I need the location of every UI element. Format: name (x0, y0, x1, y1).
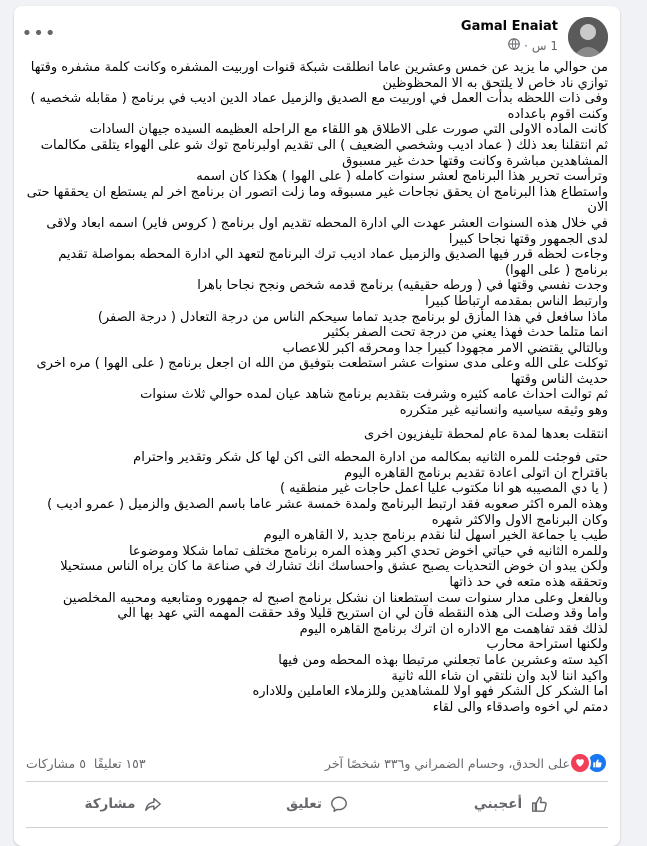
share-icon (144, 795, 162, 813)
post-paragraph: واستطاع هذا البرنامج ان يحقق نجاحات غير مسبوقه وما زلت اتصور ان برنامج اخر لم يستطع ان يحققها حتى الان (26, 184, 608, 216)
post-paragraph: طيب يا جماعة الخير اسهل لنا نقدم برنامج جديد ,لا القاهره اليوم (263, 528, 608, 544)
post-paragraph: واما وقد وصلت الى هذه النقطه فآن لي ان استريح قليلا وقد حققت المهمه التي عهد بها الي (117, 606, 608, 622)
post-paragraph: من حوالي ما يزيد عن خمس وعشرين عاما انطلقت شبكة قنوات اوربيت المشفره وكانت كلمة مشفره وقتها توازي ناد خاص لا يلتحق به الا المحظوظين (30, 60, 608, 91)
post-paragraph: وبالتالي يقتضي الامر مجهودا كبيرا جدا ومحرقه اكبر للاعصاب (282, 340, 608, 356)
like-button[interactable] (414, 784, 608, 824)
post-paragraph: في خلال هذه السنوات العشر عهدت الي ادارة المحطه تقديم اول برنامج ( كروس فاير) اسمه ابعاد ولاقى لدى الجمهور وقتها نجاحا كبيرا (46, 215, 608, 247)
comment-button[interactable] (220, 784, 414, 824)
post-paragraph: وترأست تحرير هذا البرنامج لعشر سنوات كامله ( على الهوا ) هكذا كان اسمه (196, 169, 608, 185)
post-paragraph: وهذه المره اكثر صعوبه فقد ارتبط البرنامج ولمدة خمسة عشر عاما باسم الصديق والزميل ( عمرو اديب ) وكان البرنامج الاول والاكثر شهره (47, 497, 608, 528)
reaction-icons (574, 752, 608, 774)
post-paragraph: وبالفعل وعلى مدار سنوات ست استطعنا ان نشكل برنامج اصبح له جمهوره ومتابعيه ومحبيه المخلصين (62, 590, 608, 606)
actions-divider (26, 827, 608, 828)
share-button[interactable] (26, 784, 220, 824)
post-paragraph: كانت الماده الاولى التي صورت على الاطلاق هو اللقاء مع الراحله العظيمه السيده جيهان السادات (89, 122, 608, 138)
comments-count[interactable]: ١٥٣ تعليقًا (93, 755, 146, 771)
meta-separator: · (524, 38, 528, 53)
post-paragraph: وارتبط الناس بمقدمه ارتباطا كبيرا (425, 293, 608, 309)
post-paragraph: انما متلما حدث فهذا يعني من درجة تحت الصفر بكثير (323, 325, 608, 341)
post-paragraph: ولكن يبدو ان خوض التحديات يصبح عشق واحساسك انك تشارك في صناعة ما كان يراه الناس مستحيلا وتحققه هذه متعه في حد ذاتها (60, 559, 608, 590)
post-meta (508, 38, 558, 53)
post-paragraph: وهو وثيقه سياسيه وانسانيه غير متكرره (399, 403, 608, 419)
post-paragraph: ولكنها استراحة محارب (486, 637, 608, 653)
post-paragraph: باقتراح ان اتولى اعادة تقديم برنامج القاهره اليوم (344, 465, 608, 481)
love-reaction-icon (569, 752, 591, 774)
paragraph-gap (26, 419, 608, 427)
shares-count[interactable]: ٥ مشاركات (26, 755, 86, 771)
paragraph-gap (26, 442, 608, 450)
reactors-text[interactable]: على الحدق، وحسام الضمراني و٣٣٦ شخصًا آخر (324, 755, 570, 771)
post-text (26, 60, 608, 715)
post-paragraph: وللمره الثانيه في حياتي اخوض تحدي اكبر وهذه المره برنامج مختلف تماما شكلا وموضوعا (128, 543, 608, 559)
comment-label: تعليق (286, 796, 322, 812)
post-paragraph: ثم توالت احداث عامه كثيره وشرفت بتقديم برنامج شاهد عيان لمده حوالي ثلاث سنوات (140, 387, 608, 403)
post-paragraph: لذلك فقد تفاهمت مع الاداره ان اترك برنامج القاهره اليوم (299, 621, 608, 637)
post-paragraph: توكلت على الله وعلى مدى سنوات عشر استطعت بتوفيق من الله ان اجعل برنامج ( على الهوا ) مره اخرى حديث الناس وقتها (36, 356, 608, 387)
post-paragraph: اما الشكر كل الشكر فهو اولا للمشاهدين وللزملاء العاملين وللاداره (252, 684, 608, 700)
post-paragraph: وجدت نفسي وقتها في ( ورطه حقيقيه) برنامج قدمه شخص ونجح نجاحا باهرا (197, 278, 608, 294)
post-paragraph: ثم انتقلنا بعد ذلك ( عماد اديب وشخصي الضعيف ) الى تقديم اولبرنامج توك شو على الهواء يتلقى مكالمات المشاهدين مباشرة وكانت وقتها حدث غير مسبوق (40, 137, 608, 169)
post-paragraph: دمتم لي اخوه واصدقاء والى لقاء (432, 699, 608, 715)
more-options-icon[interactable]: ••• (21, 22, 57, 44)
post-time[interactable]: 1 س (531, 38, 558, 53)
globe-icon (508, 38, 520, 53)
engagement-counts (26, 756, 146, 771)
post-paragraph: وجاءت لحظه قرر فيها الصديق والزميل عماد اديب ترك البرنامج لتعهد الي ادارة المحطه بمواصلة تقديم برنامج ( على الهوا) (58, 247, 608, 278)
thumbs-up-icon (530, 795, 548, 813)
stats-divider (26, 781, 608, 782)
post-paragraph: اكيد سته وعشرين عاما تجعلني مرتبطا بهذه المحطه ومن فيها (278, 652, 608, 668)
like-label: أعجبني (473, 796, 523, 812)
post-paragraph: حتى فوجئت للمره الثانيه بمكالمه من ادارة المحطه التى اكن لها كل شكر وتقدير واحترام (133, 450, 608, 466)
post-card (14, 6, 620, 846)
author-avatar[interactable] (568, 17, 608, 57)
post-paragraph: ( يا دي المصيبه هو انا مكتوب عليا اعمل حاجات غير منطقيه ) (279, 481, 608, 497)
post-paragraph: واكيد اننا لابد وان نلتقي ان شاء الله ثانية (391, 668, 608, 684)
post-header (14, 6, 620, 58)
post-paragraph: وفى ذات اللحظه بدأت العمل في اوربيت مع الصديق والزميل عماد الدين اديب في برنامج ( مقابله شخصيه ) وكنت اقوم باعداده (30, 91, 608, 122)
comment-icon (330, 795, 348, 813)
post-paragraph: انتقلت بعدها لمدة عام لمحطة تليفزيون اخرى (364, 426, 608, 442)
author-name[interactable]: Gamal Enaiat (460, 19, 558, 34)
post-stats (26, 752, 608, 774)
reactions-summary[interactable] (325, 752, 608, 774)
share-label: مشاركة (84, 796, 136, 812)
post-actions (26, 784, 608, 824)
post-paragraph: ماذا سافعل في هذا المأزق لو برنامج جديد تماما سيحكم الناس من درجة التعادل ( درجة الصفر) (97, 309, 608, 325)
